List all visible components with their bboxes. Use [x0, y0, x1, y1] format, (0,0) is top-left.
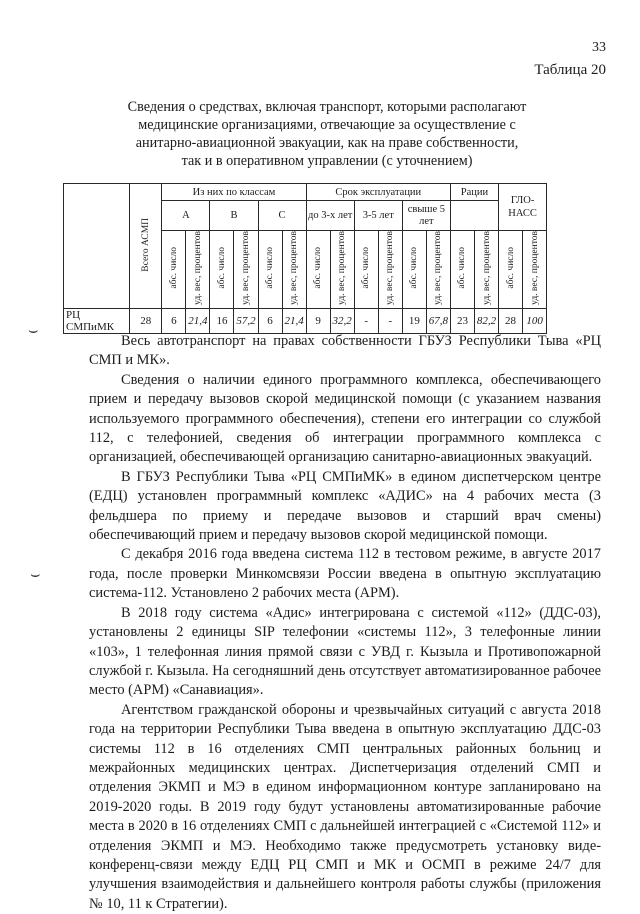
term-group-header: Срок эксплуатации [306, 184, 450, 201]
col-pct-header: уд. вес, процентов [474, 231, 498, 309]
col-abs-header: абс. число [258, 231, 282, 309]
row-c-pct: 21,4 [282, 308, 306, 333]
table-corner-cell [64, 184, 130, 309]
total-header: Всего АСМП [130, 184, 162, 309]
row-upto3-abs: 9 [306, 308, 330, 333]
paragraph: С декабря 2016 года введена система 112 в тестовом режиме, в августе 2017 года, после проверки Минкомсвязи России введена в опытную эксплуатацию система-112. Установлено 2 рабочих места (АРМ). [89, 546, 601, 602]
table-label: Таблица 20 [534, 62, 606, 78]
row-radio-abs: 23 [450, 308, 474, 333]
row-3to5-abs: - [354, 308, 378, 333]
col-abs-header: абс. число [162, 231, 186, 309]
term-over5-header: свыше 5 лет [402, 201, 450, 231]
row-b-pct: 57,2 [234, 308, 258, 333]
col-pct-header: уд. вес, процентов [234, 231, 258, 309]
row-org-name: РЦ СМПиМК [64, 308, 130, 333]
body-text [89, 332, 601, 914]
row-upto3-pct: 32,2 [330, 308, 354, 333]
class-a-header: А [162, 201, 210, 231]
col-pct-header: уд. вес, процентов [523, 231, 547, 309]
row-over5-pct: 67,8 [426, 308, 450, 333]
col-pct-header: уд. вес, процентов [282, 231, 306, 309]
table-row [64, 308, 606, 333]
col-abs-header: абс. число [210, 231, 234, 309]
heading-line: Сведения о средствах, включая транспорт, которыми располагают [127, 99, 527, 115]
class-c-header: С [258, 201, 306, 231]
row-3to5-pct: - [378, 308, 402, 333]
vehicles-table [63, 183, 606, 334]
row-b-abs: 16 [210, 308, 234, 333]
radio-sub-header [450, 201, 498, 231]
col-pct-header: уд. вес, процентов [378, 231, 402, 309]
paragraph: В ГБУЗ Республики Тыва «РЦ СМПиМК» в едином диспетчерском центре (ЕДЦ) установлен программный комплекс «АДИС» на 4 рабочих места (3 фельдшера по приему и передаче вызовов и старший врач смены) обеспечивающий прием и передачу вызовов скорой медицинской помощи. [89, 468, 601, 544]
col-abs-header: абс. число [499, 231, 523, 309]
row-a-abs: 6 [162, 308, 186, 333]
row-over5-abs: 19 [402, 308, 426, 333]
row-total: 28 [130, 308, 162, 333]
paragraph: Сведения о наличии единого программного комплекса, обеспечивающего прием и передачу вызовов скорой медицинской помощи (с указанием названия используемого программного обеспечения), степени его интеграции со службой 112, с телефонией, сведения об интеграции программного комплекса с организацией, обеспечивающей организацию санитарно-авиационных эвакуаций. [89, 371, 601, 466]
row-glonass-abs: 28 [499, 308, 523, 333]
col-abs-header: абс. число [354, 231, 378, 309]
col-pct-header: уд. вес, процентов [426, 231, 450, 309]
heading-line: анитарно-авиационной эвакуации, как на праве собственности, [135, 135, 519, 151]
col-abs-header: абс. число [306, 231, 330, 309]
table-heading [96, 98, 558, 170]
col-abs-header: абс. число [450, 231, 474, 309]
radio-group-header: Рации [450, 184, 498, 201]
term-upto3-header: до 3-х лет [306, 201, 354, 231]
row-a-pct: 21,4 [186, 308, 210, 333]
col-abs-header: абс. число [402, 231, 426, 309]
glonass-group-header: ГЛО-НАСС [499, 184, 547, 231]
term-3to5-header: 3-5 лет [354, 201, 402, 231]
col-pct-header: уд. вес, процентов [330, 231, 354, 309]
page-number: 33 [592, 40, 606, 55]
paragraph: В 2018 году система «Адис» интегрирована с системой «112» (ДДС-03), установлены 2 единицы SIP телефонии «системы 112», 3 телефонные линии «103», 1 телефонная линия прямой связи с УВД г. Кызыла и Противопожарной службой г. Кызыла. На сегодняшний день отсутствует автоматизированное рабочее место (АРМ) «Санавиация». [89, 604, 601, 699]
paragraph: Агентством гражданской обороны и чрезвычайных ситуаций с августа 2018 года на территории Республики Тыва введена в опытную эксплуатацию ДДС-03 системы 112 в 16 отделениях СМП центральных районных больниц и межрайонных медицинских центрах. Диспетчеризация отделений СМП и отделения ЭКМП и МЭ в едином информационном контуре запланировано на 2019-2020 годы. В 2019 году будут установлены автоматизированные рабочие места в 2020 в 16 отделениях СМП с дальнейшей интеграцией с «Системой 112» и отделения ЭКМП и МЭ. Необходимо также предусмотреть установку виде-конференц-связи между ЕДЦ РЦ СМП и МК и ОСМП в режиме 24/7 для улучшения взаимодействия и дальнейшего контроля работы службы (приложения № 10, 11 к Стратегии). [89, 701, 601, 912]
classes-group-header: Из них по классам [162, 184, 306, 201]
heading-line: так и в оперативном управлении (с уточнением) [181, 153, 473, 169]
heading-line: медицинские организациями, отвечающие за осуществление с [138, 117, 516, 133]
col-pct-header: уд. вес, процентов [186, 231, 210, 309]
row-glonass-pct: 100 [523, 308, 547, 333]
class-b-header: В [210, 201, 258, 231]
margin-tick-mark: ⌣ [28, 322, 39, 339]
margin-tick-mark: ⌣ [30, 566, 41, 583]
row-c-abs: 6 [258, 308, 282, 333]
row-radio-pct: 82,2 [474, 308, 498, 333]
paragraph: Весь автотранспорт на правах собственности ГБУЗ Республики Тыва «РЦ СМП и МК». [89, 333, 601, 369]
